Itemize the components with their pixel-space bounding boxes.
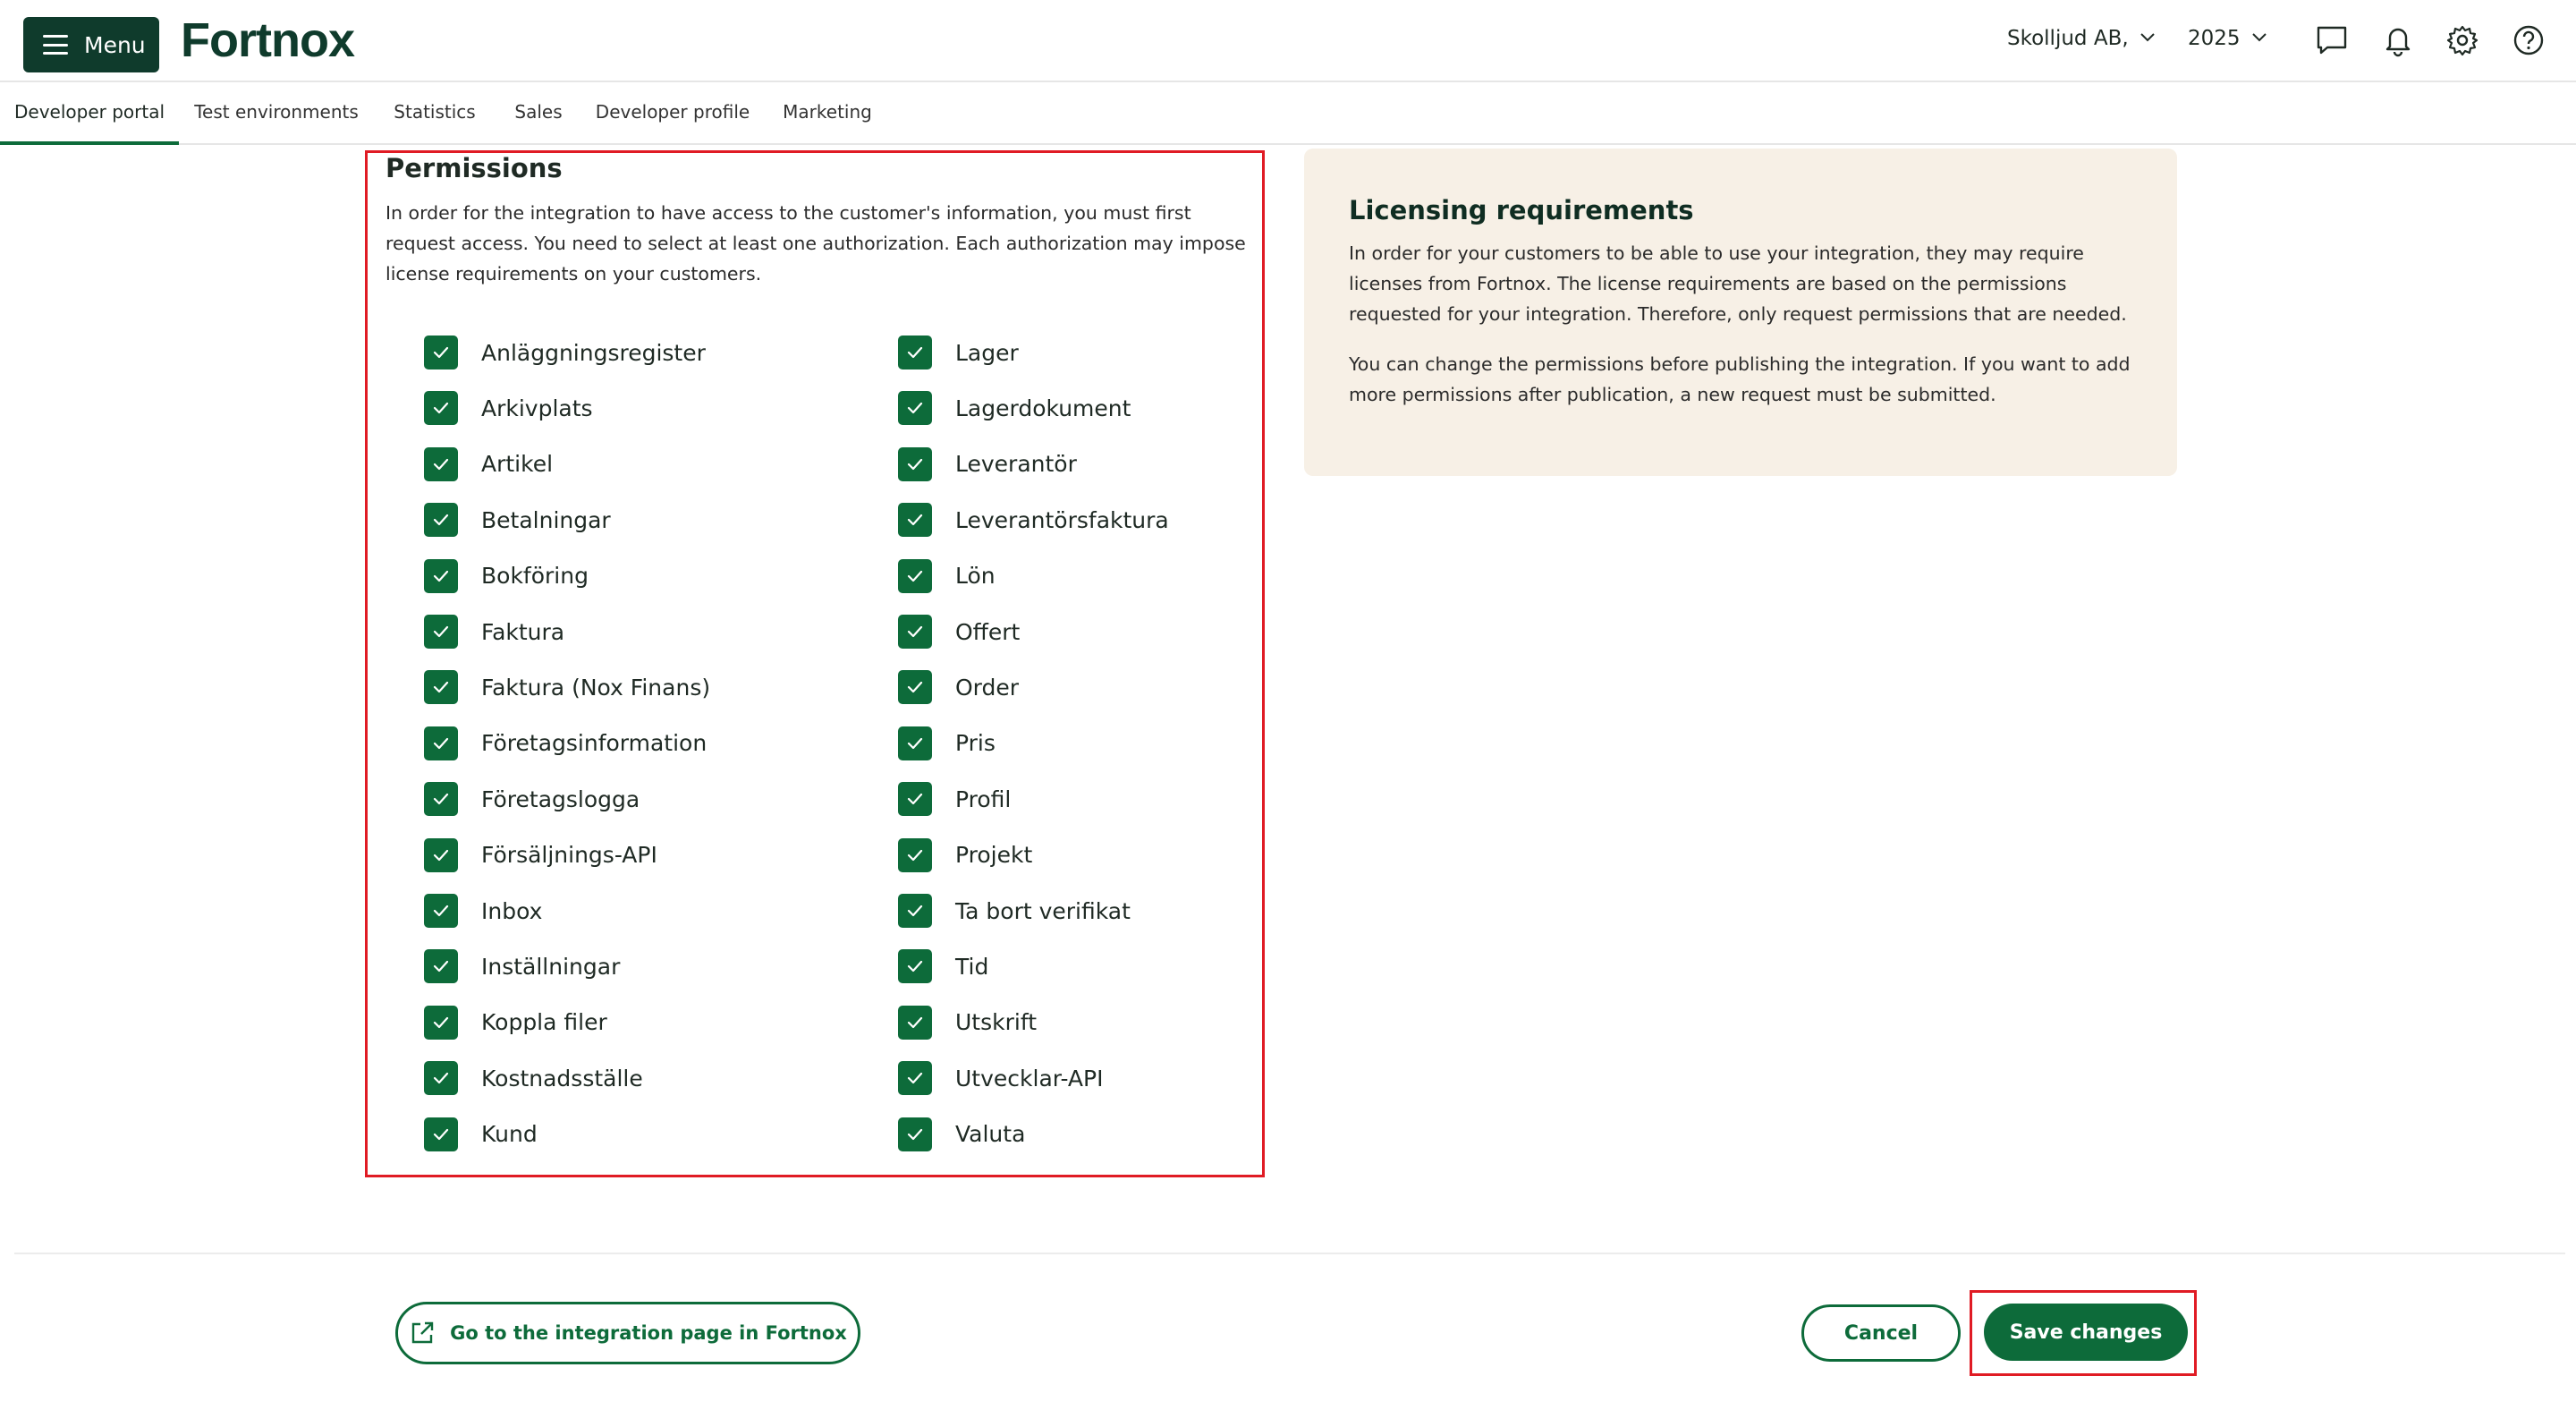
checkmark-icon xyxy=(431,1013,451,1032)
tab-marketing[interactable]: Marketing xyxy=(783,101,872,123)
chat-icon[interactable] xyxy=(2315,23,2349,57)
checkbox-checked[interactable] xyxy=(898,782,932,816)
checkbox-checked[interactable] xyxy=(424,782,458,816)
chevron-down-icon xyxy=(2140,29,2156,45)
permission-label: Inställningar xyxy=(481,953,621,980)
permission-label: Pris xyxy=(955,730,996,757)
checkbox-checked[interactable] xyxy=(424,503,458,537)
checkmark-icon xyxy=(905,1125,925,1144)
checkbox-checked[interactable] xyxy=(898,726,932,760)
permission-checkbox-item[interactable] xyxy=(898,447,1077,481)
licensing-paragraph-1: In order for your customers to be able to use your integration, they may require licenses from Fortnox. The license requirements are based on the permissions requested for your integration. Therefore, only request permissions that are needed. xyxy=(1349,242,2127,325)
checkbox-checked[interactable] xyxy=(898,1006,932,1040)
permission-checkbox-item[interactable] xyxy=(898,503,1169,537)
permission-label: Projekt xyxy=(955,842,1033,869)
cancel-button[interactable]: Cancel xyxy=(1801,1304,1961,1362)
permission-label: Faktura xyxy=(481,618,565,645)
checkbox-checked[interactable] xyxy=(898,615,932,649)
checkmark-icon xyxy=(905,845,925,865)
save-changes-button[interactable]: Save changes xyxy=(1984,1304,2188,1361)
permission-checkbox-item[interactable] xyxy=(424,391,593,425)
permission-checkbox-item[interactable] xyxy=(424,615,564,649)
permission-label: Koppla filer xyxy=(481,1009,607,1036)
top-bar xyxy=(0,0,2576,82)
checkbox-checked[interactable] xyxy=(424,838,458,872)
checkmark-icon xyxy=(905,622,925,641)
tab-developer-portal[interactable]: Developer portal xyxy=(0,82,179,145)
permission-label: Företagsinformation xyxy=(481,730,708,757)
permission-label: Lön xyxy=(955,563,996,590)
permission-checkbox-item[interactable] xyxy=(898,949,988,983)
permission-checkbox-item[interactable] xyxy=(424,559,589,593)
permission-checkbox-item[interactable] xyxy=(424,447,553,481)
checkbox-checked[interactable] xyxy=(898,1117,932,1151)
permission-label: Företagslogga xyxy=(481,786,640,812)
permission-label: Leverantörsfaktura xyxy=(955,506,1169,533)
permission-label: Order xyxy=(955,674,1020,701)
checkbox-checked[interactable] xyxy=(898,447,932,481)
integration-page-link-label: Go to the integration page in Fortnox xyxy=(450,1322,847,1344)
licensing-title: Licensing requirements xyxy=(1349,195,1694,225)
checkmark-icon xyxy=(431,622,451,641)
external-link-icon xyxy=(409,1320,436,1346)
licensing-paragraph-2: You can change the permissions before publishing the integration. If you want to add more permissions after publication, a new request must be submitted. xyxy=(1349,353,2131,405)
checkbox-checked[interactable] xyxy=(424,949,458,983)
menu-button-label: Menu xyxy=(84,31,146,58)
permission-label: Kostnadsställe xyxy=(481,1065,643,1091)
permission-label: Valuta xyxy=(955,1121,1026,1148)
year-value: 2025 xyxy=(2188,27,2241,50)
checkmark-icon xyxy=(431,566,451,586)
permission-label: Offert xyxy=(955,618,1021,645)
checkmark-icon xyxy=(905,343,925,362)
bell-icon[interactable] xyxy=(2381,23,2415,57)
checkbox-checked[interactable] xyxy=(424,1061,458,1095)
checkmark-icon xyxy=(905,734,925,753)
permission-checkbox-item[interactable] xyxy=(424,1061,643,1095)
checkbox-checked[interactable] xyxy=(898,503,932,537)
checkmark-icon xyxy=(905,510,925,530)
permission-checkbox-item[interactable] xyxy=(898,391,1131,425)
permission-checkbox-item[interactable] xyxy=(898,336,1019,369)
checkmark-icon xyxy=(431,901,451,921)
permission-label: Försäljnings-API xyxy=(481,842,657,869)
help-icon[interactable] xyxy=(2512,23,2546,57)
main-tabs xyxy=(0,82,2576,145)
tab-developer-profile[interactable]: Developer profile xyxy=(595,101,750,123)
fortnox-logo[interactable]: Fortnox xyxy=(181,13,354,67)
permission-label: Lager xyxy=(955,339,1019,366)
permission-checkbox-item[interactable] xyxy=(898,894,1131,928)
checkmark-icon xyxy=(431,1068,451,1088)
permission-checkbox-item[interactable] xyxy=(898,670,1019,704)
permission-label: Bokföring xyxy=(481,563,589,590)
permissions-title: Permissions xyxy=(386,153,563,183)
checkbox-checked[interactable] xyxy=(898,1061,932,1095)
checkmark-icon xyxy=(431,1125,451,1144)
year-selector[interactable] xyxy=(2188,27,2267,50)
permission-label: Leverantör xyxy=(955,451,1077,478)
checkbox-checked[interactable] xyxy=(424,447,458,481)
checkmark-icon xyxy=(431,956,451,976)
permission-checkbox-item[interactable] xyxy=(424,1006,607,1040)
permission-checkbox-item[interactable] xyxy=(424,894,542,928)
checkmark-icon xyxy=(431,677,451,697)
checkbox-checked[interactable] xyxy=(424,894,458,928)
tab-sales[interactable]: Sales xyxy=(514,101,563,123)
checkmark-icon xyxy=(431,343,451,362)
tab-test-environments[interactable]: Test environments xyxy=(194,101,359,123)
checkmark-icon xyxy=(905,566,925,586)
permission-label: Betalningar xyxy=(481,506,611,533)
permission-checkbox-item[interactable] xyxy=(424,949,620,983)
gear-icon[interactable] xyxy=(2445,23,2479,57)
checkbox-checked[interactable] xyxy=(898,894,932,928)
checkmark-icon xyxy=(431,454,451,474)
permission-checkbox-item[interactable] xyxy=(898,1006,1037,1040)
checkbox-checked[interactable] xyxy=(424,1006,458,1040)
permission-checkbox-item[interactable] xyxy=(424,336,706,369)
permissions-description: In order for the integration to have access to the customer's information, you must first request access. You need to select at least one authorization. Each authorization may impose license requirements on your customers. xyxy=(386,202,1246,285)
permission-checkbox-item[interactable] xyxy=(898,559,996,593)
permission-label: Profil xyxy=(955,786,1012,812)
checkmark-icon xyxy=(905,1068,925,1088)
checkmark-icon xyxy=(431,789,451,809)
hamburger-icon xyxy=(43,35,68,55)
checkmark-icon xyxy=(431,398,451,418)
permission-checkbox-item[interactable] xyxy=(424,670,710,704)
permission-checkbox-item[interactable] xyxy=(898,838,1032,872)
checkbox-checked[interactable] xyxy=(424,1117,458,1151)
permissions-panel xyxy=(365,150,1265,1177)
integration-page-link-button[interactable] xyxy=(395,1302,860,1364)
checkbox-checked[interactable] xyxy=(424,336,458,369)
permission-checkbox-item[interactable] xyxy=(424,726,707,760)
checkbox-checked[interactable] xyxy=(898,670,932,704)
permission-checkbox-item[interactable] xyxy=(424,1117,538,1151)
tab-statistics[interactable]: Statistics xyxy=(394,101,476,123)
licensing-panel xyxy=(1304,149,2177,476)
permission-label: Inbox xyxy=(481,897,543,924)
permission-label: Lagerdokument xyxy=(955,395,1131,421)
checkbox-checked[interactable] xyxy=(898,838,932,872)
permission-label: Kund xyxy=(481,1121,538,1148)
permission-checkbox-item[interactable] xyxy=(424,838,657,872)
checkbox-checked[interactable] xyxy=(424,559,458,593)
checkbox-checked[interactable] xyxy=(424,391,458,425)
checkmark-icon xyxy=(905,901,925,921)
checkbox-checked[interactable] xyxy=(424,615,458,649)
permission-label: Tid xyxy=(955,953,989,980)
permission-label: Anläggningsregister xyxy=(481,339,706,366)
menu-button[interactable] xyxy=(23,17,159,72)
permission-label: Utskrift xyxy=(955,1009,1037,1036)
permission-checkbox-item[interactable] xyxy=(898,782,1011,816)
permission-checkbox-item[interactable] xyxy=(898,726,996,760)
checkbox-checked[interactable] xyxy=(424,670,458,704)
checkmark-icon xyxy=(905,956,925,976)
checkbox-checked[interactable] xyxy=(898,949,932,983)
company-selector[interactable] xyxy=(2007,27,2156,50)
footer-divider xyxy=(14,1253,2565,1254)
permission-checkbox-item[interactable] xyxy=(898,1061,1103,1095)
checkbox-checked[interactable] xyxy=(898,559,932,593)
permission-label: Artikel xyxy=(481,451,554,478)
checkmark-icon xyxy=(431,845,451,865)
checkbox-checked[interactable] xyxy=(898,336,932,369)
checkmark-icon xyxy=(905,454,925,474)
permission-label: Utvecklar-API xyxy=(955,1065,1104,1091)
checkmark-icon xyxy=(905,789,925,809)
checkbox-checked[interactable] xyxy=(898,391,932,425)
checkmark-icon xyxy=(431,734,451,753)
checkmark-icon xyxy=(905,1013,925,1032)
permission-checkbox-item[interactable] xyxy=(424,782,640,816)
permission-label: Arkivplats xyxy=(481,395,593,421)
checkmark-icon xyxy=(905,398,925,418)
permission-label: Ta bort verifikat xyxy=(955,897,1131,924)
permission-checkbox-item[interactable] xyxy=(898,615,1020,649)
checkmark-icon xyxy=(905,677,925,697)
chevron-down-icon xyxy=(2251,29,2267,45)
permission-checkbox-item[interactable] xyxy=(898,1117,1025,1151)
permission-checkbox-item[interactable] xyxy=(424,503,611,537)
checkmark-icon xyxy=(431,510,451,530)
permission-label: Faktura (Nox Finans) xyxy=(481,674,711,701)
company-name: Skolljud AB, xyxy=(2007,27,2129,50)
checkbox-checked[interactable] xyxy=(424,726,458,760)
